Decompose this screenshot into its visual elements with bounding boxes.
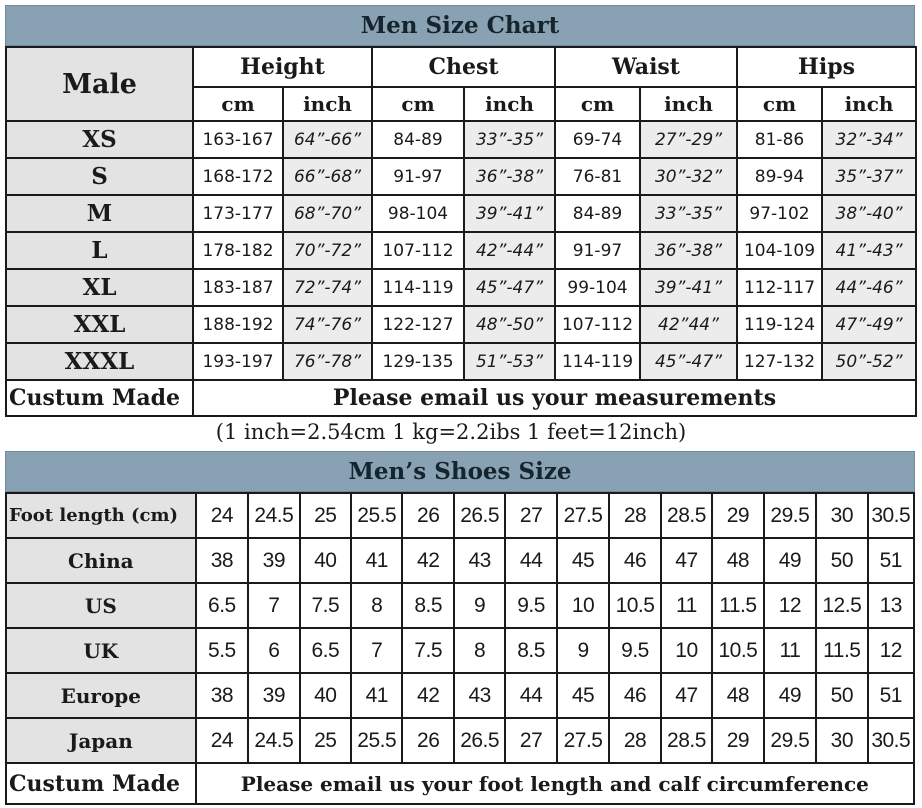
- size-cell: 64”-66”: [283, 121, 372, 158]
- unit-header: cm: [737, 87, 822, 121]
- shoe-size-cell: 39: [248, 538, 299, 583]
- size-label: XXXL: [6, 343, 193, 380]
- shoe-size-cell: 24.5: [248, 493, 299, 538]
- shoe-size-cell: 10.5: [712, 628, 763, 673]
- size-cell: 66”-68”: [283, 158, 372, 195]
- shoe-size-cell: 49: [764, 673, 816, 718]
- size-cell: 35”-37”: [822, 158, 916, 195]
- size-cell: 70”-72”: [283, 232, 372, 269]
- size-cell: 98-104: [372, 195, 464, 232]
- size-cell: 107-112: [555, 306, 640, 343]
- shoe-size-cell: 6: [248, 628, 299, 673]
- shoe-size-cell: 6.5: [300, 628, 351, 673]
- shoe-size-cell: 11.5: [712, 583, 763, 628]
- size-cell: 27”-29”: [640, 121, 737, 158]
- size-cell: 44”-46”: [822, 269, 916, 306]
- shoe-size-cell: 11.5: [816, 628, 867, 673]
- size-label: L: [6, 232, 193, 269]
- shoe-size-cell: 28: [609, 718, 660, 763]
- size-cell: 127-132: [737, 343, 822, 380]
- size-cell: 81-86: [737, 121, 822, 158]
- shoe-size-cell: 28.5: [661, 493, 712, 538]
- shoe-size-cell: 45: [557, 673, 609, 718]
- group-header: Chest: [372, 47, 555, 87]
- size-cell: 42”44”: [640, 306, 737, 343]
- unit-header: cm: [555, 87, 640, 121]
- shoe-size-cell: 43: [454, 538, 505, 583]
- shoe-size-cell: 46: [609, 538, 660, 583]
- size-label: S: [6, 158, 193, 195]
- shoe-size-cell: 27.5: [557, 718, 609, 763]
- shoe-size-cell: 24: [196, 718, 248, 763]
- size-cell: 76”-78”: [283, 343, 372, 380]
- shoe-size-cell: 9.5: [505, 583, 556, 628]
- shoe-size-cell: 42: [402, 538, 453, 583]
- shoe-size-cell: 30: [816, 493, 867, 538]
- shoe-size-cell: 28.5: [661, 718, 712, 763]
- size-cell: 72”-74”: [283, 269, 372, 306]
- shoe-size-cell: 7.5: [402, 628, 453, 673]
- size-cell: 91-97: [372, 158, 464, 195]
- size-cell: 114-119: [555, 343, 640, 380]
- size-cell: 74”-76”: [283, 306, 372, 343]
- group-header: Height: [193, 47, 372, 87]
- size-cell: 30”-32”: [640, 158, 737, 195]
- size-label: XXL: [6, 306, 193, 343]
- shoe-size-cell: 27: [505, 718, 556, 763]
- shoe-size-cell: 39: [248, 673, 299, 718]
- shoe-size-cell: 29.5: [764, 718, 816, 763]
- size-cell: 84-89: [555, 195, 640, 232]
- shoe-size-cell: 26: [402, 493, 453, 538]
- size-cell: 168-172: [193, 158, 283, 195]
- size-cell: 173-177: [193, 195, 283, 232]
- size-cell: 104-109: [737, 232, 822, 269]
- unit-header: inch: [464, 87, 555, 121]
- shoe-size-cell: 25.5: [351, 718, 402, 763]
- size-cell: 48”-50”: [464, 306, 555, 343]
- shoe-size-cell: 29.5: [764, 493, 816, 538]
- size-cell: 45”-47”: [640, 343, 737, 380]
- size-cell: 68”-70”: [283, 195, 372, 232]
- shoe-size-cell: 48: [712, 673, 763, 718]
- size-cell: 69-74: [555, 121, 640, 158]
- size-cell: 47”-49”: [822, 306, 916, 343]
- shoe-size-cell: 43: [454, 673, 505, 718]
- shoe-size-cell: 24: [196, 493, 248, 538]
- size-cell: 50”-52”: [822, 343, 916, 380]
- size-label: XL: [6, 269, 193, 306]
- size-cell: 119-124: [737, 306, 822, 343]
- size-cell: 41”-43”: [822, 232, 916, 269]
- size-cell: 112-117: [737, 269, 822, 306]
- shoe-size-cell: 6.5: [196, 583, 248, 628]
- size-row: [6, 195, 916, 232]
- custom-made-message: Please email us your measurements: [193, 380, 916, 416]
- shoe-size-cell: 48: [712, 538, 763, 583]
- conversion-note: (1 inch=2.54cm 1 kg=2.2ibs 1 feet=12inch): [215, 420, 687, 444]
- size-chart-title: Men Size Chart: [5, 5, 915, 46]
- size-cell: 97-102: [737, 195, 822, 232]
- shoe-size-cell: 46: [609, 673, 660, 718]
- shoe-size-cell: 9: [454, 583, 505, 628]
- shoe-size-cell: 10: [557, 583, 609, 628]
- group-header: Waist: [555, 47, 737, 87]
- shoe-size-cell: 27.5: [557, 493, 609, 538]
- size-cell: 36”-38”: [464, 158, 555, 195]
- size-cell: 99-104: [555, 269, 640, 306]
- shoe-size-cell: 51: [868, 538, 914, 583]
- shoe-size-cell: 42: [402, 673, 453, 718]
- shoe-size-cell: 50: [816, 673, 867, 718]
- shoe-size-cell: 38: [196, 673, 248, 718]
- shoe-size-cell: 44: [505, 538, 556, 583]
- unit-header: cm: [372, 87, 464, 121]
- shoe-size-cell: 24.5: [248, 718, 299, 763]
- shoe-size-cell: 51: [868, 673, 914, 718]
- shoe-size-cell: 13: [868, 583, 914, 628]
- size-cell: 33”-35”: [640, 195, 737, 232]
- shoe-row-label: Japan: [6, 718, 196, 763]
- size-row: [6, 232, 916, 269]
- header-row-groups: [6, 47, 916, 87]
- shoe-size-cell: 29: [712, 493, 763, 538]
- shoe-row-label: UK: [6, 628, 196, 673]
- shoe-size-cell: 7: [351, 628, 402, 673]
- size-row: [6, 306, 916, 343]
- custom-made-row: [6, 380, 916, 416]
- shoe-size-cell: 9: [557, 628, 609, 673]
- shoe-size-cell: 10.5: [609, 583, 660, 628]
- size-row: [6, 343, 916, 380]
- shoe-size-cell: 9.5: [609, 628, 660, 673]
- size-cell: 163-167: [193, 121, 283, 158]
- shoe-size-cell: 49: [764, 538, 816, 583]
- size-cell: 39”-41”: [464, 195, 555, 232]
- shoe-size-cell: 8.5: [505, 628, 556, 673]
- shoe-row: [6, 628, 914, 673]
- shoe-row: [6, 493, 914, 538]
- size-cell: 32”-34”: [822, 121, 916, 158]
- shoe-size-cell: 11: [661, 583, 712, 628]
- size-label: M: [6, 195, 193, 232]
- shoe-row-label: Europe: [6, 673, 196, 718]
- size-cell: 183-187: [193, 269, 283, 306]
- shoe-size-cell: 25.5: [351, 493, 402, 538]
- size-cell: 42”-44”: [464, 232, 555, 269]
- size-cell: 39”-41”: [640, 269, 737, 306]
- shoe-size-cell: 8: [454, 628, 505, 673]
- size-cell: 114-119: [372, 269, 464, 306]
- shoe-row: [6, 583, 914, 628]
- size-cell: 84-89: [372, 121, 464, 158]
- custom-made-label: Custum Made: [6, 380, 193, 416]
- shoe-row-label: Foot length (cm): [6, 493, 196, 538]
- shoe-size-cell: 41: [351, 673, 402, 718]
- shoe-size-cell: 26: [402, 718, 453, 763]
- size-cell: 76-81: [555, 158, 640, 195]
- custom-made-message: Please email us your foot length and calf circumference: [196, 763, 914, 804]
- shoe-size-cell: 38: [196, 538, 248, 583]
- shoe-size-cell: 25: [300, 493, 351, 538]
- size-cell: 193-197: [193, 343, 283, 380]
- shoe-size-cell: 12: [868, 628, 914, 673]
- custom-made-row: [6, 763, 914, 804]
- shoe-chart-title: Men’s Shoes Size: [5, 451, 915, 492]
- shoe-row: [6, 673, 914, 718]
- unit-header: inch: [640, 87, 737, 121]
- size-cell: 122-127: [372, 306, 464, 343]
- size-row: [6, 269, 916, 306]
- shoe-size-cell: 29: [712, 718, 763, 763]
- unit-header: cm: [193, 87, 283, 121]
- shoe-size-cell: 7.5: [300, 583, 351, 628]
- shoe-size-cell: 45: [557, 538, 609, 583]
- shoe-size-cell: 30.5: [868, 718, 914, 763]
- shoe-size-cell: 8: [351, 583, 402, 628]
- shoe-size-cell: 7: [248, 583, 299, 628]
- shoe-size-cell: 30: [816, 718, 867, 763]
- size-chart-table: [5, 46, 917, 417]
- shoe-size-cell: 12.5: [816, 583, 867, 628]
- size-row: [6, 121, 916, 158]
- shoe-size-cell: 47: [661, 673, 712, 718]
- shoe-size-cell: 44: [505, 673, 556, 718]
- shoe-size-cell: 8.5: [402, 583, 453, 628]
- shoe-size-cell: 30.5: [868, 493, 914, 538]
- shoe-row: [6, 718, 914, 763]
- shoe-size-cell: 47: [661, 538, 712, 583]
- shoe-size-cell: 40: [300, 538, 351, 583]
- size-cell: 51”-53”: [464, 343, 555, 380]
- male-header: Male: [6, 47, 193, 121]
- shoe-row-label: China: [6, 538, 196, 583]
- unit-header: inch: [822, 87, 916, 121]
- shoe-size-cell: 25: [300, 718, 351, 763]
- size-cell: 91-97: [555, 232, 640, 269]
- unit-header: inch: [283, 87, 372, 121]
- shoe-size-cell: 5.5: [196, 628, 248, 673]
- shoe-size-cell: 28: [609, 493, 660, 538]
- shoe-row: [6, 538, 914, 583]
- custom-made-label: Custum Made: [6, 763, 196, 804]
- shoe-size-cell: 10: [661, 628, 712, 673]
- size-cell: 129-135: [372, 343, 464, 380]
- shoe-size-cell: 27: [505, 493, 556, 538]
- size-cell: 33”-35”: [464, 121, 555, 158]
- shoe-size-cell: 26.5: [454, 493, 505, 538]
- size-row: [6, 158, 916, 195]
- shoe-size-cell: 26.5: [454, 718, 505, 763]
- group-header: Hips: [737, 47, 916, 87]
- shoe-size-cell: 50: [816, 538, 867, 583]
- size-cell: 178-182: [193, 232, 283, 269]
- size-cell: 36”-38”: [640, 232, 737, 269]
- shoe-size-table: [5, 492, 915, 805]
- shoe-size-cell: 12: [764, 583, 816, 628]
- shoe-size-cell: 40: [300, 673, 351, 718]
- size-cell: 188-192: [193, 306, 283, 343]
- size-cell: 107-112: [372, 232, 464, 269]
- size-label: XS: [6, 121, 193, 158]
- shoe-size-cell: 41: [351, 538, 402, 583]
- size-cell: 45”-47”: [464, 269, 555, 306]
- shoe-row-label: US: [6, 583, 196, 628]
- size-cell: 89-94: [737, 158, 822, 195]
- size-cell: 38”-40”: [822, 195, 916, 232]
- shoe-size-cell: 11: [764, 628, 816, 673]
